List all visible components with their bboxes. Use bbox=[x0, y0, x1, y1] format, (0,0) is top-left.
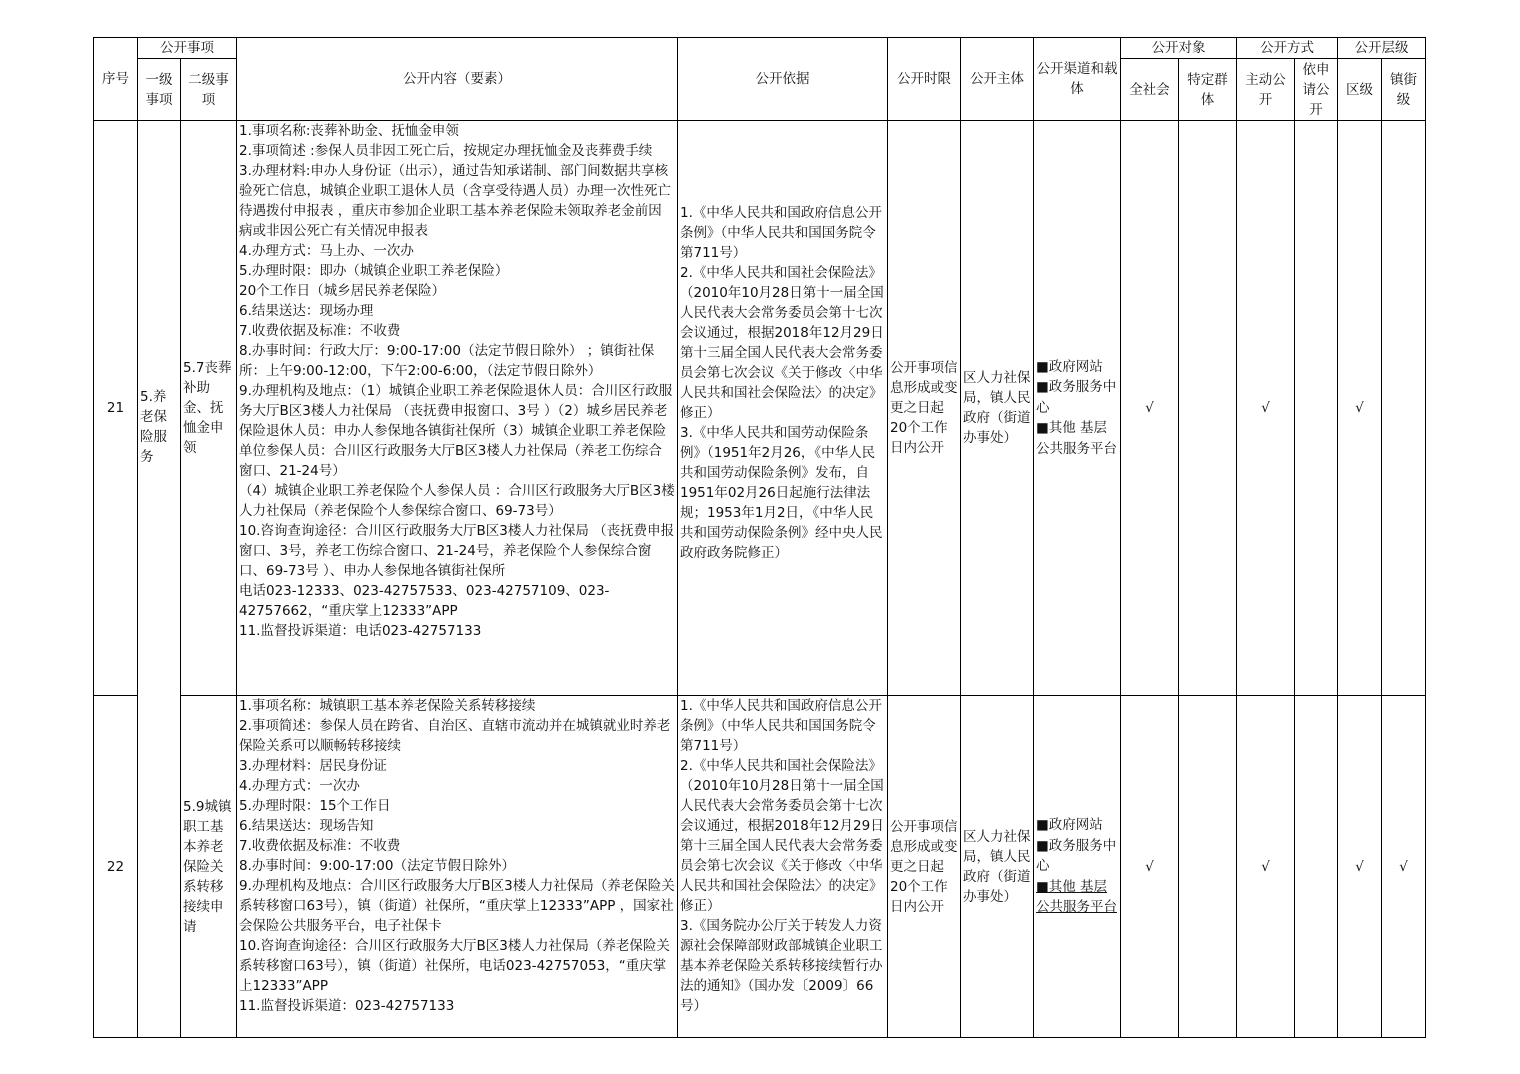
header-content: 公开内容（要素） bbox=[237, 38, 678, 121]
row-subject: 区人力社保局，镇人民政府（街道办事处） bbox=[961, 696, 1034, 1038]
row-subject: 区人力社保局，镇人民政府（街道办事处） bbox=[961, 121, 1034, 696]
header-active: 主动公开 bbox=[1237, 59, 1295, 121]
row-level1: 5.养老保险服务 bbox=[138, 121, 181, 1038]
check-on-request bbox=[1295, 696, 1338, 1038]
disclosure-table bbox=[93, 37, 1426, 1038]
table-row bbox=[94, 121, 1426, 696]
row-seq: 22 bbox=[94, 696, 138, 1038]
row-time: 公开事项信息形成或变更之日起20个工作日内公开 bbox=[888, 121, 961, 696]
check-active: √ bbox=[1237, 121, 1295, 696]
check-all-society: √ bbox=[1121, 696, 1179, 1038]
check-district: √ bbox=[1338, 696, 1382, 1038]
check-specific-group bbox=[1179, 696, 1237, 1038]
header-matter-group: 公开事项 bbox=[138, 38, 237, 59]
header-channel: 公开渠道和载体 bbox=[1034, 38, 1121, 121]
row-level2: 5.9城镇职工基本养老保险关系转移接续申请 bbox=[181, 696, 237, 1038]
check-active: √ bbox=[1237, 696, 1295, 1038]
row-content: 1.事项名称:丧葬补助金、抚恤金申领 2.事项简述 :参保人员非因工死亡后，按规定办理抚恤金及丧葬费手续 3.办理材料:申办人身份证（出示），通过告知承诺制、部门间数据共享核验死亡信息，城镇企业职工退休人员（含享受待遇人员）办理一次性死亡待遇拨付申报表 ，重庆市参加企业职工基本养老保险未领取养老金前因病或非因公死亡有关情况申报表 4.办理方式：马上办、一次办 5.办理时限：即办（城镇企业职工养老保险） 20个工作日（城乡居民养老保险） 6.结果送达：现场办理 7.收费依据及标准：不收费 8.办事时间：行政大厅：9:00-17:00（法定节假日除外） ；镇街社保所：上午9:00-12:00，下午2:00-6:00，（法定节假日除外） 9.办理机构及地点：（1）城镇企业职工养老保险退休人员：合川区行政服务大厅B区3楼人力社保局 （丧抚费申报窗口、3号 ）（2）城乡居民养老保险退休人员：申办人参保地各镇街社保所（3）城镇企业职工养老保险单位参保人员：合川区行政服务大厅B区3楼人力社保局（养老工伤综合窗口、21-24号） （4）城镇企业职工养老保险个人参保人员 ：合川区行政服务大厅B区3楼人力社保局（养老保险个人参保综合窗口、69-73号） 10.咨询查询途径：合川区行政服务大厅B区3楼人力社保局 （丧抚费申报窗口、3号，养老工伤综合窗口、21-24号，养老保险个人参保综合窗口、69-73号 ）、申办人参保地各镇街社保所 电话023-12333、023-42757533、023-42757109、023-42757662，“重庆掌上12333”APP 11.监督投诉渠道：电话023-42757133 bbox=[237, 121, 678, 696]
header-subject: 公开主体 bbox=[961, 38, 1034, 121]
header-level2: 二级事项 bbox=[181, 59, 237, 121]
header-seq: 序号 bbox=[94, 38, 138, 121]
header-on-request: 依申请公开 bbox=[1295, 59, 1338, 121]
table-row bbox=[94, 696, 1426, 1038]
check-district: √ bbox=[1338, 121, 1382, 696]
header-mode-group: 公开方式 bbox=[1237, 38, 1338, 59]
row-basis: 1.《中华人民共和国政府信息公开条例》（中华人民共和国国务院令第711号） 2.《中华人民共和国社会保险法》（2010年10月28日第十一届全国人民代表大会常务委员会第十七次会议通过，根据2018年12月29日第十三届全国人民代表大会常务委员会第七次会议《关于修改〈中华人民共和国社会保险法〉的决定》修正） 3.《国务院办公厅关于转发人力资源社会保障部财政部城镇企业职工基本养老保险关系转移接续暂行办法的通知》（国办发〔2009〕66号） bbox=[678, 696, 888, 1038]
header-town: 镇街级 bbox=[1382, 59, 1426, 121]
check-on-request bbox=[1295, 121, 1338, 696]
header-time: 公开时限 bbox=[888, 38, 961, 121]
row-seq: 21 bbox=[94, 121, 138, 696]
header-specific-group: 特定群体 bbox=[1179, 59, 1237, 121]
check-town bbox=[1382, 121, 1426, 696]
check-specific-group bbox=[1179, 121, 1237, 696]
header-level1: 一级事项 bbox=[138, 59, 181, 121]
check-town: √ bbox=[1382, 696, 1426, 1038]
row-channel: ■政府网站 ■政务服务中心 ■其他 基层公共服务平台 bbox=[1034, 121, 1121, 696]
row-time: 公开事项信息形成或变更之日起20个工作日内公开 bbox=[888, 696, 961, 1038]
header-level-group: 公开层级 bbox=[1338, 38, 1426, 59]
check-all-society: √ bbox=[1121, 121, 1179, 696]
header-basis: 公开依据 bbox=[678, 38, 888, 121]
row-content: 1.事项名称：城镇职工基本养老保险关系转移接续 2.事项简述：参保人员在跨省、自治区、直辖市流动并在城镇就业时养老保险关系可以顺畅转移接续 3.办理材料：居民身份证 4.办理方式：一次办 5.办理时限：15个工作日 6.结果送达：现场告知 7.收费依据及标准：不收费 8.办事时间：9:00-17:00（法定节假日除外） 9.办理机构及地点：合川区行政服务大厅B区3楼人力社保局（养老保险关系转移窗口63号），镇（街道）社保所，“重庆掌上12333”APP ，国家社会保险公共服务平台，电子社保卡 10.咨询查询途径：合川区行政服务大厅B区3楼人力社保局（养老保险关系转移窗口63号），镇（街道）社保所，电话023-42757053，“重庆掌上12333”APP 11.监督投诉渠道：023-42757133 bbox=[237, 696, 678, 1038]
header-audience-group: 公开对象 bbox=[1121, 38, 1237, 59]
header-district: 区级 bbox=[1338, 59, 1382, 121]
header-all-society: 全社会 bbox=[1121, 59, 1179, 121]
row-basis: 1.《中华人民共和国政府信息公开条例》（中华人民共和国国务院令第711号） 2.《中华人民共和国社会保险法》（2010年10月28日第十一届全国人民代表大会常务委员会第十七次会议通过，根据2018年12月29日第十三届全国人民代表大会常务委员会第七次会议《关于修改〈中华人民共和国社会保险法〉的决定》修正） 3.《中华人民共和国劳动保险条例》（1951年2月26，《中华人民共和国劳动保险条例》发布，自1951年02月26日起施行法律法规；1953年1月2日，《中华人民共和国劳动保险条例》经中央人民政府政务院修正） bbox=[678, 121, 888, 696]
row-level2: 5.7丧葬补助金、抚恤金申领 bbox=[181, 121, 237, 696]
row-channel: ■政府网站 ■政务服务中心 ■其他 基层公共服务平台 bbox=[1034, 696, 1121, 1038]
